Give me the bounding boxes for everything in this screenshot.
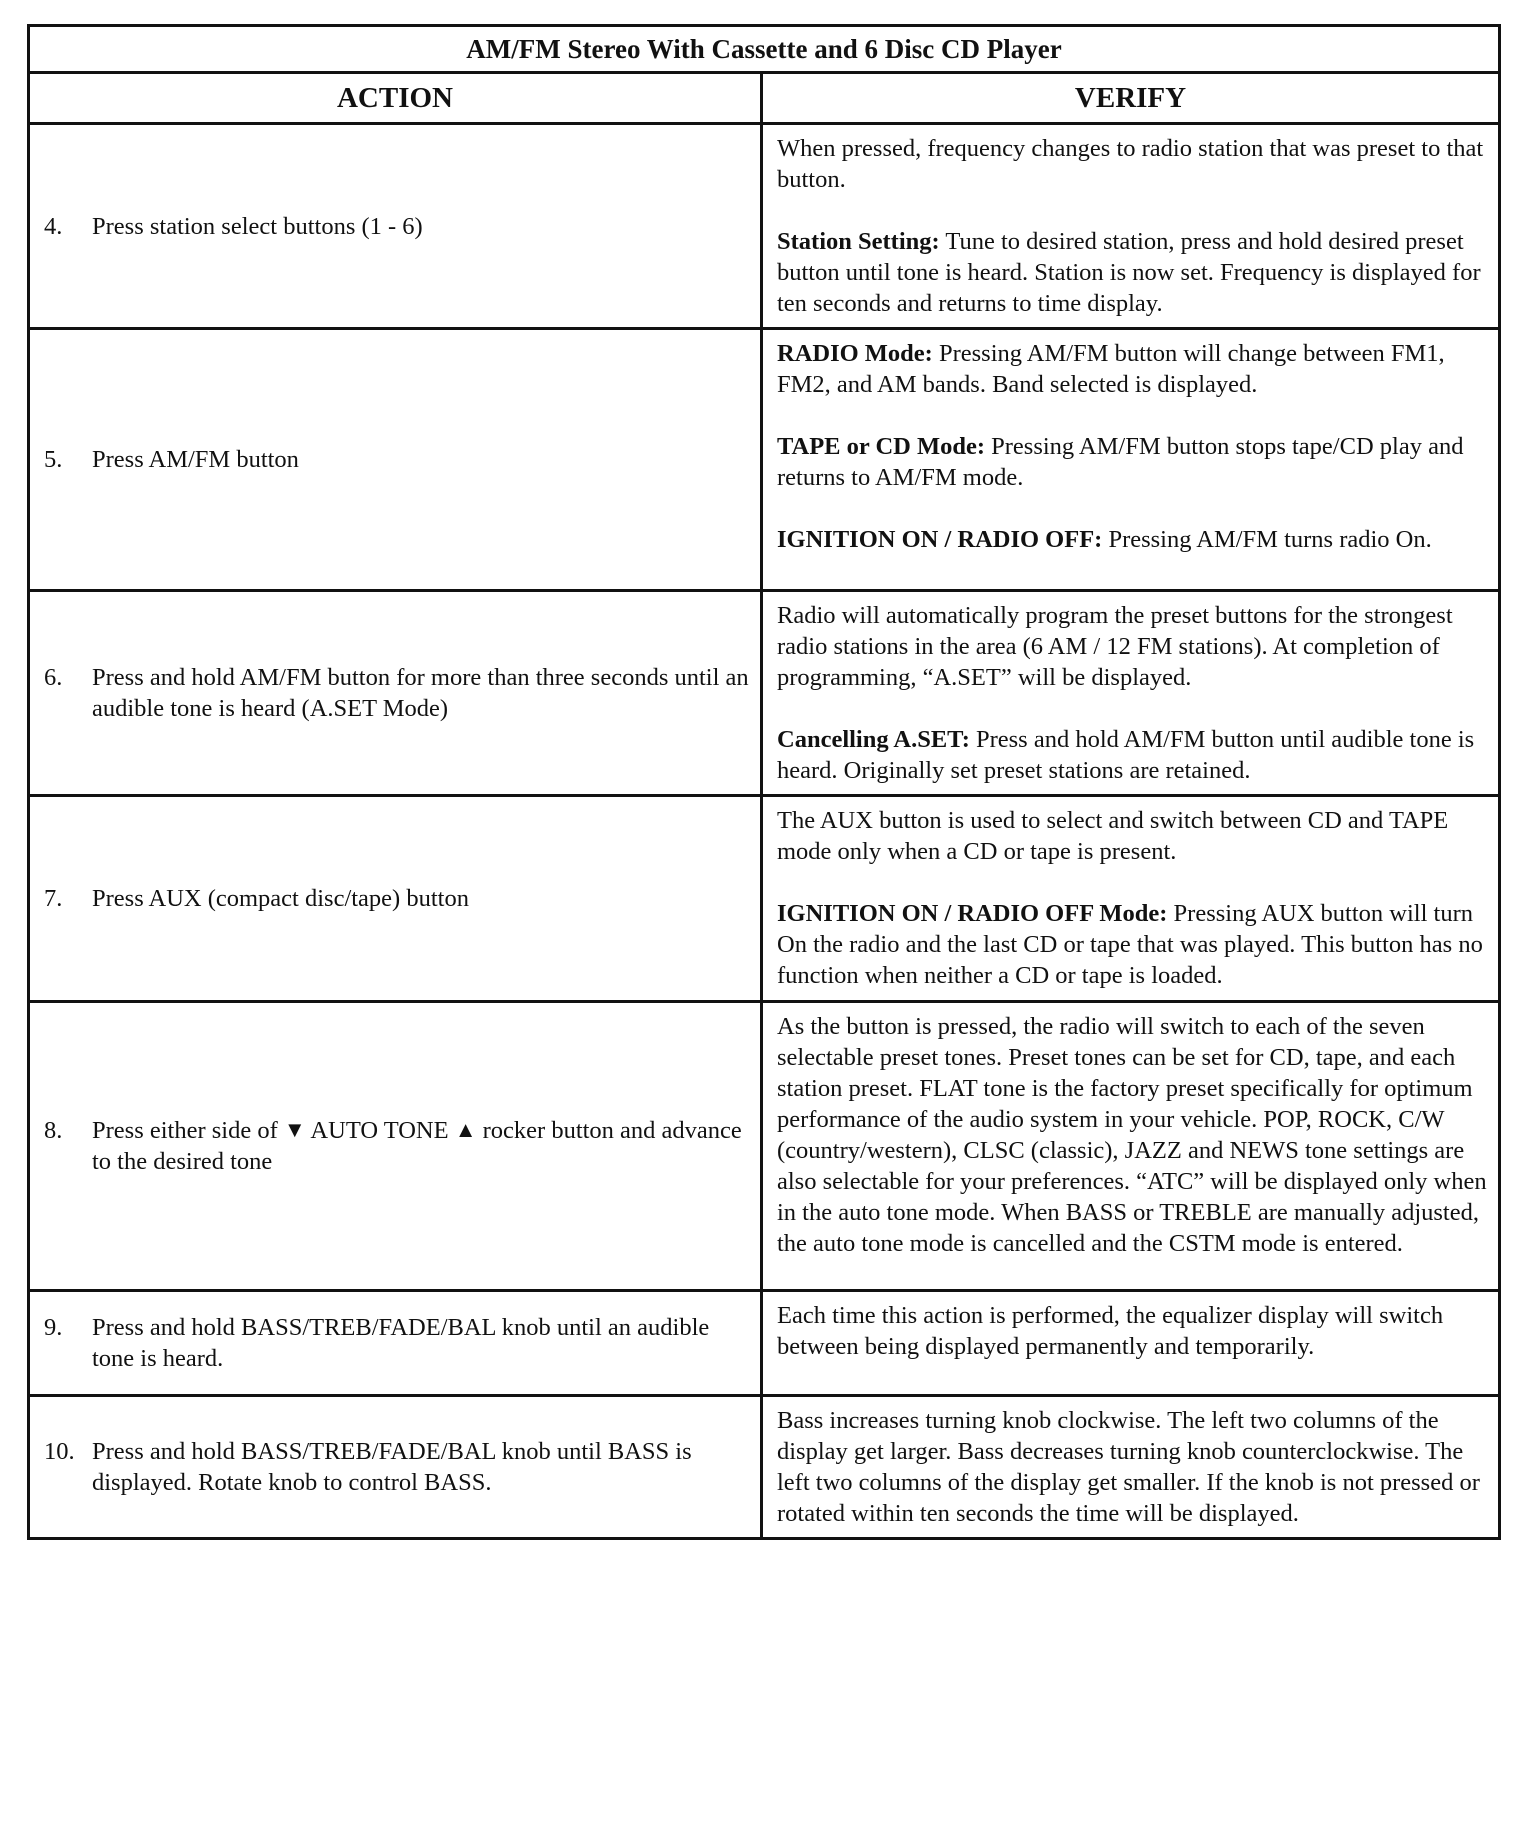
step-number: 8. <box>44 1117 63 1144</box>
table-body <box>29 124 1500 1539</box>
action-text-part: Press either side of <box>92 1117 284 1144</box>
up-arrow-icon: ▲ <box>454 1117 477 1142</box>
action-cell <box>29 124 762 329</box>
verify-paragraph <box>777 1405 1490 1529</box>
verify-paragraph <box>777 338 1490 400</box>
step-number: 9. <box>44 1314 63 1341</box>
action-cell <box>29 591 762 796</box>
action-text: Press and hold BASS/TREB/FADE/BAL knob until an audible tone is heard. <box>92 1314 710 1372</box>
verify-cell <box>762 1396 1500 1539</box>
verify-text: Radio will automatically program the preset buttons for the strongest radio stations in the area (6 AM / 12 FM stations). At completion of programming, “A.SET” will be displayed. <box>777 602 1453 691</box>
down-arrow-icon: ▼ <box>283 1117 306 1142</box>
verify-heading: Cancelling A.SET: <box>777 726 970 753</box>
table-row <box>29 1002 1500 1291</box>
verify-paragraph <box>777 431 1490 493</box>
verify-cell <box>762 329 1500 591</box>
verify-cell <box>762 796 1500 1002</box>
action-text: Press AM/FM button <box>92 446 299 473</box>
verify-paragraph <box>777 226 1490 319</box>
verify-text: As the button is pressed, the radio will switch to each of the seven selectable preset tones. Preset tones can be set for CD, tape, and each station preset. FLAT tone is the factory preset specifically for optimum performance of the audio system in your vehicle. POP, ROCK, C/W (country/western), CLSC (classic), JAZZ and NEWS tone settings are also selectable for your preferences. “ATC” will be displayed only when in the auto tone mode. When BASS or TREBLE are manually adjusted, the auto tone mode is cancelled and the CSTM mode is entered. <box>777 1013 1487 1257</box>
action-text: Press and hold BASS/TREB/FADE/BAL knob until BASS is displayed. Rotate knob to control BASS. <box>92 1438 692 1496</box>
table-row <box>29 329 1500 591</box>
verify-cell <box>762 1291 1500 1396</box>
action-text: Press and hold AM/FM button for more than three seconds until an audible tone is heard (A.SET Mode) <box>92 664 749 722</box>
action-text-part: AUTO TONE <box>305 1117 455 1144</box>
verify-heading: IGNITION ON / RADIO OFF: <box>777 526 1103 553</box>
title-row <box>29 26 1500 73</box>
action-text <box>92 1115 750 1177</box>
verify-paragraph <box>777 805 1490 867</box>
verify-paragraph <box>777 1011 1490 1259</box>
verify-paragraph <box>777 1300 1490 1362</box>
action-text: Press AUX (compact disc/tape) button <box>92 885 469 912</box>
action-text-part: rocker button and advance to the desired tone <box>92 1117 742 1175</box>
table-row <box>29 591 1500 796</box>
verify-cell <box>762 1002 1500 1291</box>
action-cell <box>29 1291 762 1396</box>
verify-cell <box>762 591 1500 796</box>
verify-heading: Station Setting: <box>777 228 940 255</box>
verify-heading: IGNITION ON / RADIO OFF Mode: <box>777 900 1168 927</box>
procedure-table <box>27 24 1501 1540</box>
table-row <box>29 796 1500 1002</box>
action-cell <box>29 1002 762 1291</box>
column-header-action: ACTION <box>29 73 762 124</box>
verify-paragraph <box>777 133 1490 195</box>
step-number: 10. <box>44 1438 75 1465</box>
action-text: Press station select buttons (1 - 6) <box>92 212 423 240</box>
header-row <box>29 73 1500 124</box>
verify-paragraph <box>777 600 1490 693</box>
verify-text: The AUX button is used to select and switch between CD and TAPE mode only when a CD or tape is present. <box>777 807 1449 865</box>
verify-text: Pressing AM/FM button stops tape/CD play and returns to AM/FM mode. <box>777 433 1464 491</box>
action-cell <box>29 796 762 1002</box>
verify-paragraph <box>777 724 1490 786</box>
column-header-verify: VERIFY <box>762 73 1500 124</box>
step-number: 6. <box>44 664 63 691</box>
step-number: 4. <box>44 212 63 240</box>
verify-text: Each time this action is performed, the equalizer display will switch between being displayed permanently and temporarily. <box>777 1302 1444 1360</box>
step-number: 5. <box>44 446 63 473</box>
step-number: 7. <box>44 885 63 912</box>
table-row <box>29 1396 1500 1539</box>
action-cell <box>29 1396 762 1539</box>
verify-text: Pressing AM/FM button will change between FM1, FM2, and AM bands. Band selected is displayed. <box>777 340 1445 398</box>
verify-text: Tune to desired station, press and hold desired preset button until tone is heard. Station is now set. Frequency is displayed for ten seconds and returns to time display. <box>777 228 1481 317</box>
table-row <box>29 1291 1500 1396</box>
verify-heading: TAPE or CD Mode: <box>777 433 985 460</box>
verify-paragraph <box>777 524 1490 555</box>
verify-text: Press and hold AM/FM button until audible tone is heard. Originally set preset stations are retained. <box>777 726 1475 784</box>
verify-text: When pressed, frequency changes to radio station that was preset to that button. <box>777 135 1484 193</box>
table-title: AM/FM Stereo With Cassette and 6 Disc CD Player <box>29 26 1500 73</box>
verify-paragraph <box>777 898 1490 991</box>
procedure-sheet <box>27 24 1498 1540</box>
verify-text: Pressing AUX button will turn On the radio and the last CD or tape that was played. This button has no function when neither a CD or tape is loaded. <box>777 900 1483 989</box>
verify-cell <box>762 124 1500 329</box>
verify-heading: RADIO Mode: <box>777 340 933 367</box>
action-cell <box>29 329 762 591</box>
verify-text: Pressing AM/FM turns radio On. <box>1102 526 1432 553</box>
table-row <box>29 124 1500 329</box>
verify-text: Bass increases turning knob clockwise. The left two columns of the display get larger. Bass decreases turning knob counterclockwise. The left two columns of the display get smaller. If the knob is not pressed or rotated within ten seconds the time will be displayed. <box>777 1407 1480 1527</box>
